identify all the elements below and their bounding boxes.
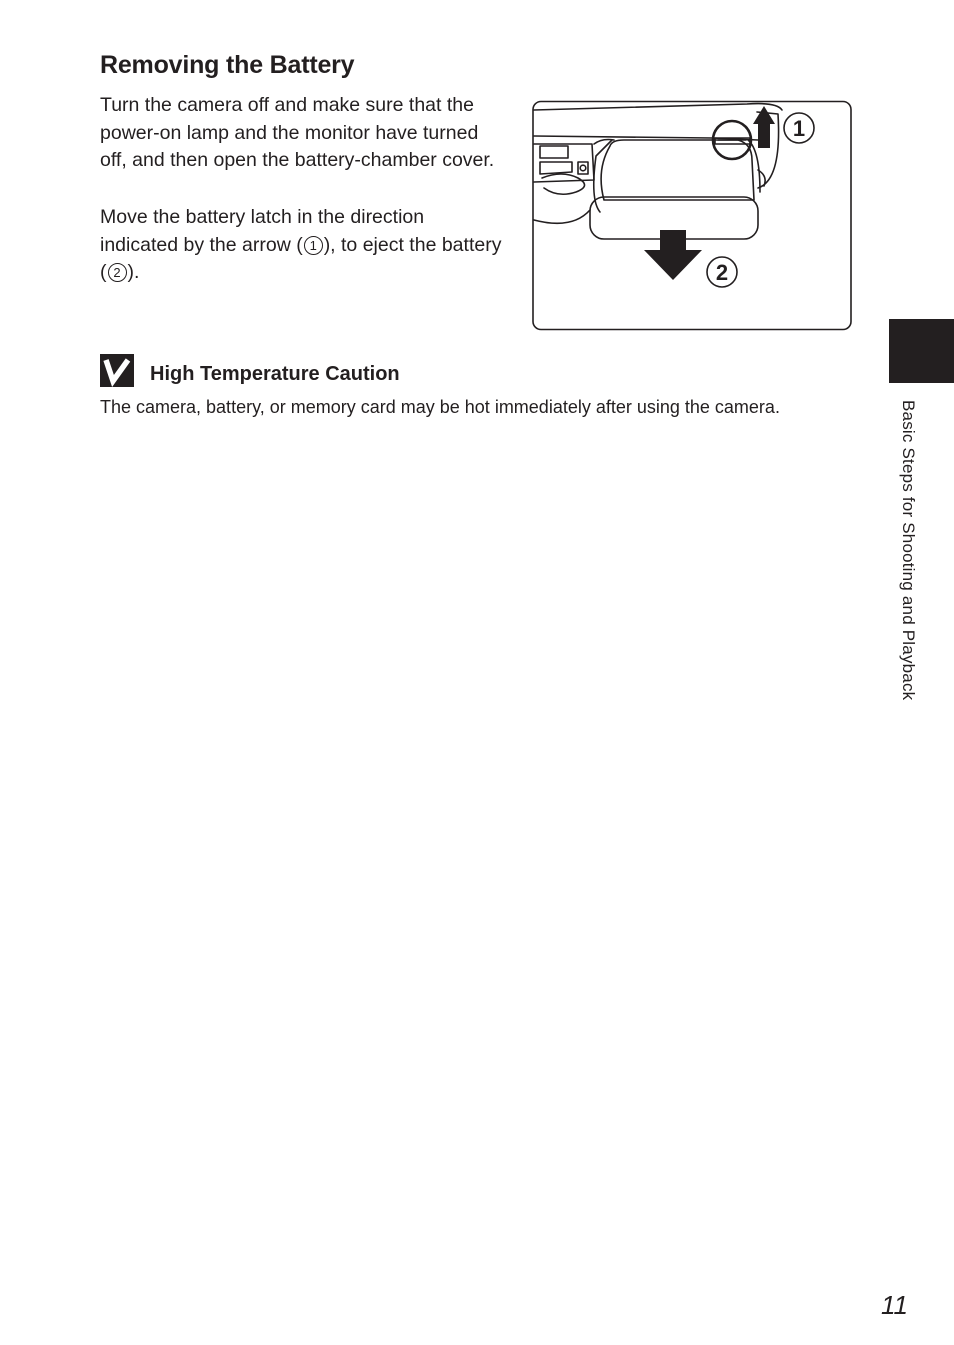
callout-1-number: 1 <box>792 116 806 141</box>
instruction-paragraph-2 <box>100 204 505 287</box>
side-section-label: Basic Steps for Shooting and Playback <box>899 400 918 701</box>
camera-top-edge <box>534 104 782 110</box>
page-number: 11 <box>881 1290 908 1320</box>
section-tab-marker <box>889 319 954 383</box>
caution-text: The camera, battery, or memory card may be hot immediately after using the camera. <box>100 397 780 417</box>
callout-2-number: 2 <box>715 260 729 285</box>
step-1-circled-number: 1 <box>304 236 323 255</box>
battery-body <box>601 140 754 200</box>
paragraph-text: ). <box>127 261 140 283</box>
arrow-down-icon <box>644 230 702 280</box>
caution-title: High Temperature Caution <box>150 363 400 385</box>
step-2-circled-number: 2 <box>108 263 127 282</box>
check-mark-icon <box>100 354 134 387</box>
paragraph-text: ), to eject the battery ( <box>100 233 502 283</box>
battery-removal-illustration <box>532 100 853 332</box>
instruction-paragraph-1: Turn the camera off and make sure that the power-on lamp and the monitor have turned off, and then open the battery-chamber cover. <box>100 94 495 171</box>
section-title: Removing the Battery <box>100 51 355 79</box>
paragraph-text: Move the battery latch in the direction indicated by the arrow ( <box>100 206 425 256</box>
